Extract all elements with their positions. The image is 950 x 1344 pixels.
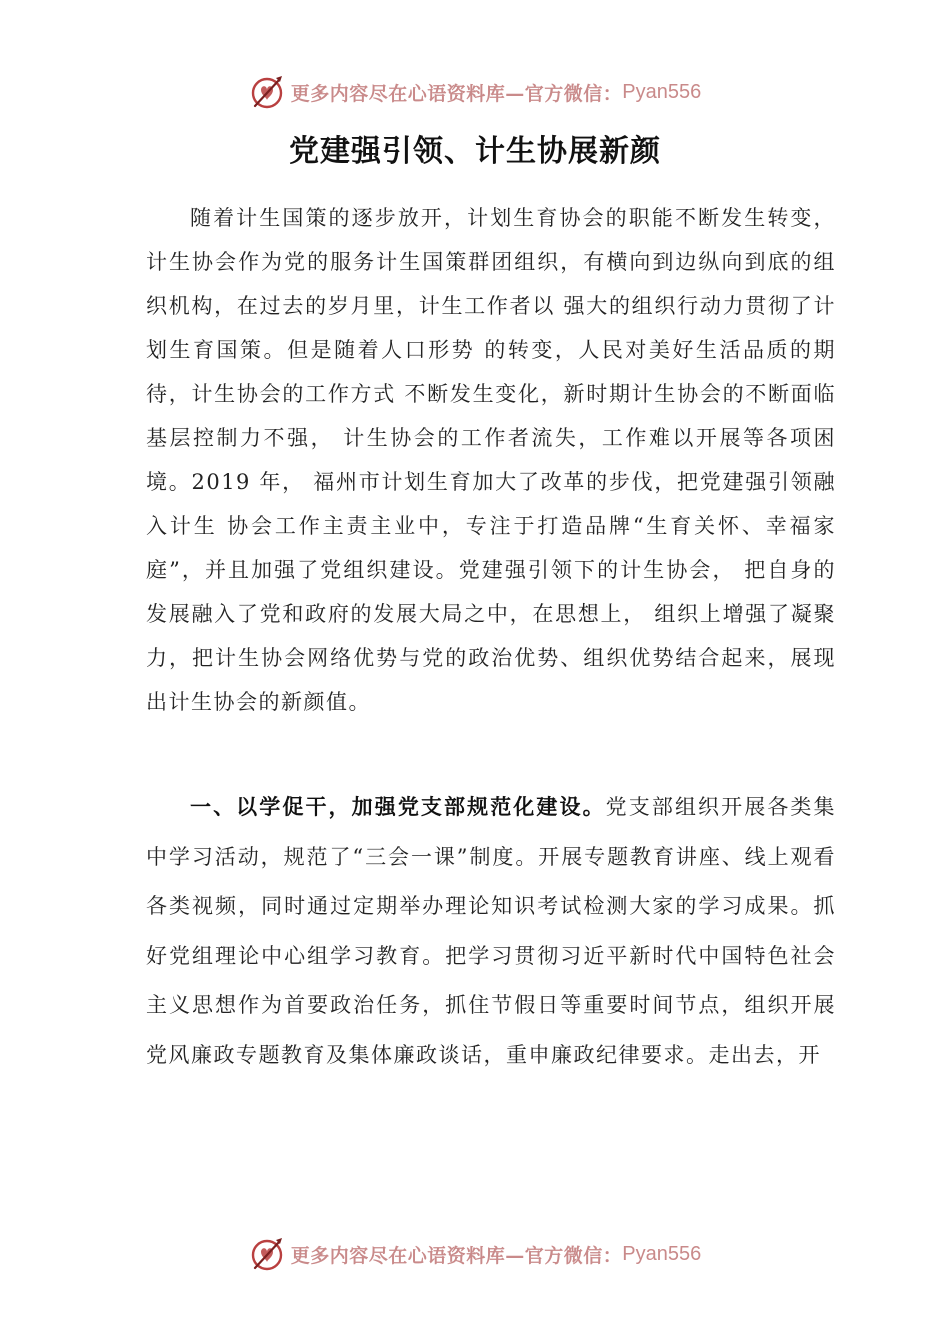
footer-banner-text: 更多内容尽在心语资料库—官方微信： — [290, 1244, 623, 1267]
header-banner-wechat-id: Pyan556 — [622, 80, 702, 103]
intro-paragraph: 随着计生国策的逐步放开，计划生育协会的职能不断发生转变，计生协会作为党的服务计生国策群团组织，有横向到边纵向到底的组织机构，在过去的岁月里，计生工作者以 强大的组织行动力贯彻了计划生育国策。但是随着人口形势 的转变，人民对美好生活品质的期待，计生协会的工作方式 不断发生变化，新时期计生协会的不断面临基层控制力不强， 计生协会的工作者流失，工作难以开展等各项困境。2019 年， 福州市计划生育加大了改革的步伐，把党建强引领融入计生 协会工作主责主业中，专注于打造品牌“生育关怀、幸福家 庭”，并且加强了党组织建设。党建强引领下的计生协会， 把自身的发展融入了党和政府的发展大局之中，在思想上， 组织上增强了凝聚力，把计生协会网络优势与党的政治优势、组织优势结合起来，展现出计生协会的新颜值。 — [146, 206, 836, 714]
pen-heart-logo-icon — [249, 1236, 285, 1272]
footer-banner-wechat-id: Pyan556 — [622, 1242, 702, 1265]
pen-heart-logo-icon — [249, 74, 285, 110]
header-banner-text: 更多内容尽在心语资料库—官方微信： — [290, 82, 623, 105]
footer-watermark-banner — [0, 1232, 950, 1276]
section-1-body: 党支部组织开展各类集中学习活动，规范了“三会一课”制度。开展专题教育讲座、线上观看各类视频，同时通过定期举办理论知识考试检测大家的学习成果。抓好党组理论中心组学习教育。把学习贯彻习近平新时代中国特色社会主义思想作为首要政治任务，抓住节假日等重要时间节点，组织开展党风廉政专题教育及集体廉政谈话，重申廉政纪律要求。走出去，开 — [146, 795, 837, 1067]
section-1-paragraph — [146, 783, 836, 1080]
header-watermark-banner — [0, 70, 950, 114]
document-title: 党建强引领、计生协展新颜 — [289, 134, 661, 169]
section-1-heading: 一、以学促干，加强党支部规范化建设。 — [190, 795, 606, 819]
